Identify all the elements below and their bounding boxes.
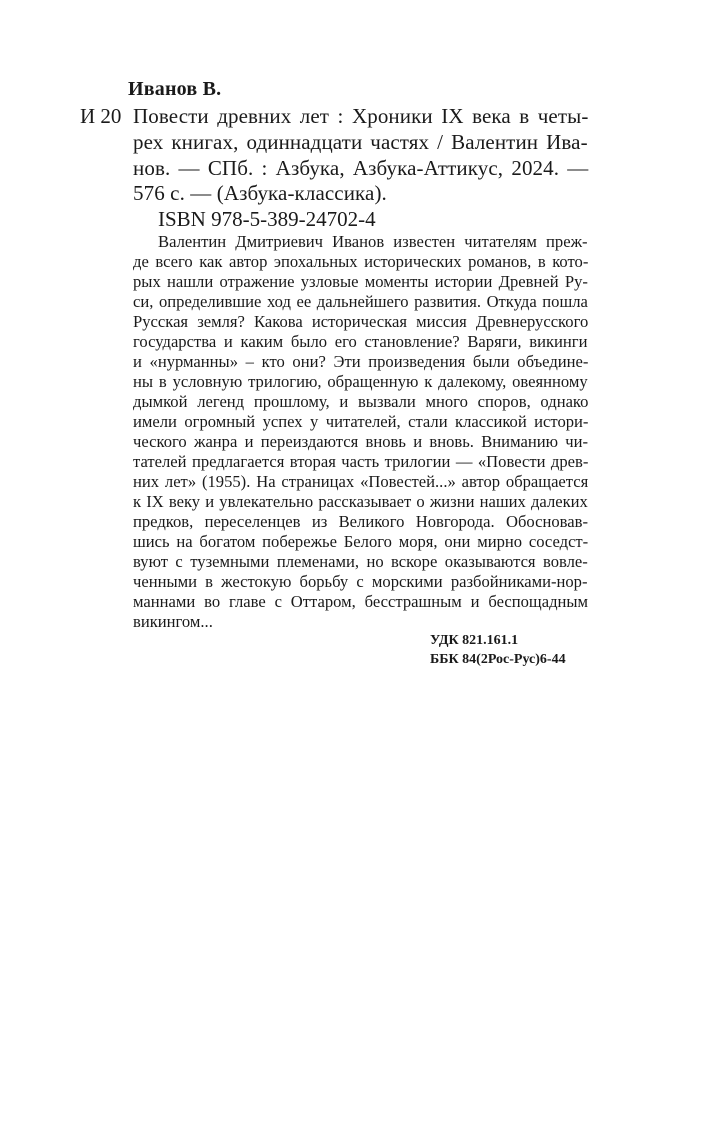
bibliographic-description-line: 576 с. — (Азбука-классика).	[133, 181, 387, 205]
abstract-line: дымкой легенд прошлому, и вызвали много споров, однако	[133, 392, 589, 411]
abstract-line: государства и каким было его становление? Варяги, викинги	[133, 332, 588, 351]
isbn-line: ISBN 978-5-389-24702-4	[158, 207, 376, 231]
udk-code: УДК 821.161.1	[430, 633, 519, 648]
abstract-line: имели огромный успех у читателей, стали классикой истори-	[133, 412, 589, 431]
abstract-line: ческого жанра и переиздаются вновь и вновь. Вниманию чи-	[133, 432, 589, 451]
bibliographic-description-line: Повести древних лет : Хроники IX века в четы-	[133, 104, 589, 128]
abstract-line: викингом...	[133, 612, 213, 631]
bibliographic-description-line: рех книгах, одиннадцати частях / Валентин Ива-	[133, 130, 588, 154]
abstract-line: си, определившие ход ее дальнейшего развития. Откуда пошла	[133, 292, 588, 311]
abstract-line: Валентин Дмитриевич Иванов известен читателям преж-	[158, 232, 588, 251]
abstract-line: маннами во главе с Оттаром, бесстрашным и беспощадным	[133, 592, 589, 611]
abstract-line: них лет» (1955). На страницах «Повестей...» автор обращается	[133, 472, 589, 491]
catalog-code: И 20	[80, 104, 122, 128]
bibliographic-description-line: нов. — СПб. : Азбука, Азбука-Аттикус, 2024. —	[133, 156, 589, 180]
abstract-line: и «нурманны» – кто они? Эти произведения были объедине-	[133, 352, 589, 371]
abstract-line: тателей предлагается вторая часть трилогии — «Повести древ-	[133, 452, 589, 471]
abstract-line: ченными в жестокую борьбу с морскими разбойниками-нор-	[133, 572, 588, 591]
abstract-line: вуют с туземными племенами, но вскоре оказываются вовле-	[133, 552, 588, 571]
abstract-line: рых нашли отражение узловые моменты истории Древней Ру-	[133, 272, 588, 291]
abstract-line: к IX веку и увлекательно рассказывает о жизни наших далеких	[133, 492, 588, 511]
abstract-line: де всего как автор эпохальных исторических романов, в кото-	[133, 252, 589, 271]
abstract-line: ны в условную трилогию, обращенную к далекому, овеянному	[133, 372, 588, 391]
author-heading: Иванов В.	[128, 78, 222, 100]
abstract-line: шись на богатом побережье Белого моря, они мирно соседст-	[133, 532, 589, 551]
abstract-line: предков, переселенцев из Великого Новгорода. Обосновав-	[133, 512, 588, 531]
abstract-line: Русская земля? Какова историческая миссия Древнерусского	[133, 312, 589, 331]
bbk-code: ББК 84(2Рос-Рус)6-44	[430, 652, 566, 667]
